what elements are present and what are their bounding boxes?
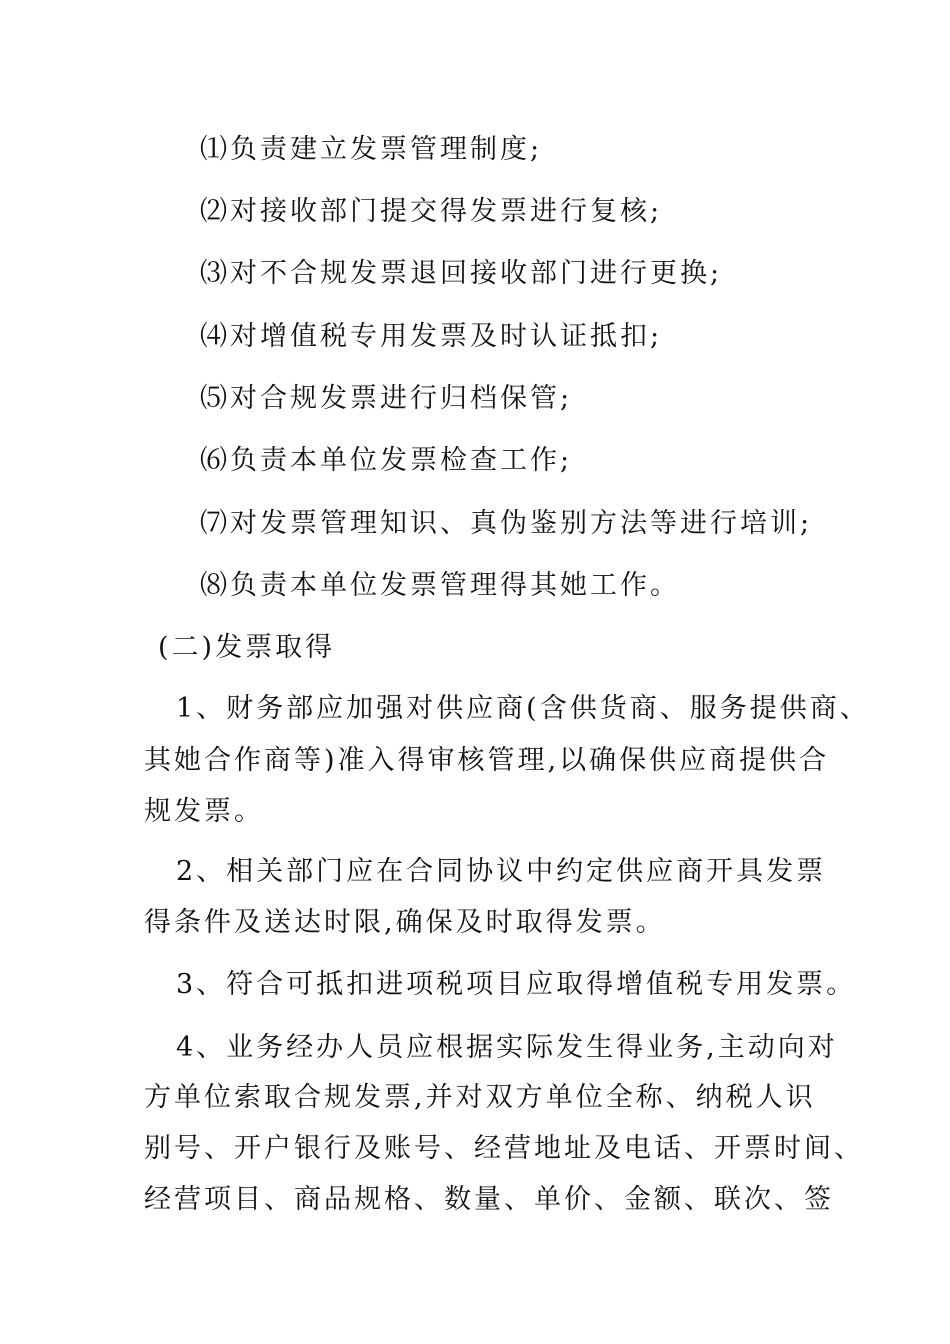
list-item: ⑴负责建立发票管理制度; [200,134,543,165]
list-item: ⑶对不合规发票退回接收部门进行更换; [200,258,723,289]
paragraph-line: 得条件及送达时限,确保及时取得发票。 [144,907,666,938]
paragraph-line: 经营项目、商品规格、数量、单价、金额、联次、签 [144,1184,834,1215]
paragraph-line: 方单位索取合规发票,并对双方单位全称、纳税人识 [144,1082,816,1113]
paragraph-line: 其她合作商等)准入得审核管理,以确保供应商提供合 [144,745,830,776]
paragraph-line: 别号、开户银行及账号、经营地址及电话、开票时间、 [144,1133,864,1164]
list-item: ⑸对合规发票进行归档保管; [200,383,573,414]
list-item: ⑺对发票管理知识、真伪鉴别方法等进行培训; [200,508,813,539]
list-item: ⑹负责本单位发票检查工作; [200,445,573,476]
list-item: ⑻负责本单位发票管理得其她工作。 [200,570,680,601]
section-heading: (二)发票取得 [158,632,336,663]
list-item: ⑵对接收部门提交得发票进行复核; [200,196,663,227]
paragraph-line: 规发票。 [144,796,264,827]
paragraph-line: 4、业务经办人员应根据实际发生得业务,主动向对 [176,1032,838,1063]
paragraph-line: 2、相关部门应在合同协议中约定供应商开具发票 [176,856,827,887]
paragraph-line: 3、符合可抵扣进项税项目应取得增值税专用发票。 [176,969,857,1000]
paragraph-line: 1、财务部应加强对供应商(含供货商、服务提供商、 [176,693,870,724]
list-item: ⑷对增值税专用发票及时认证抵扣; [200,321,663,352]
